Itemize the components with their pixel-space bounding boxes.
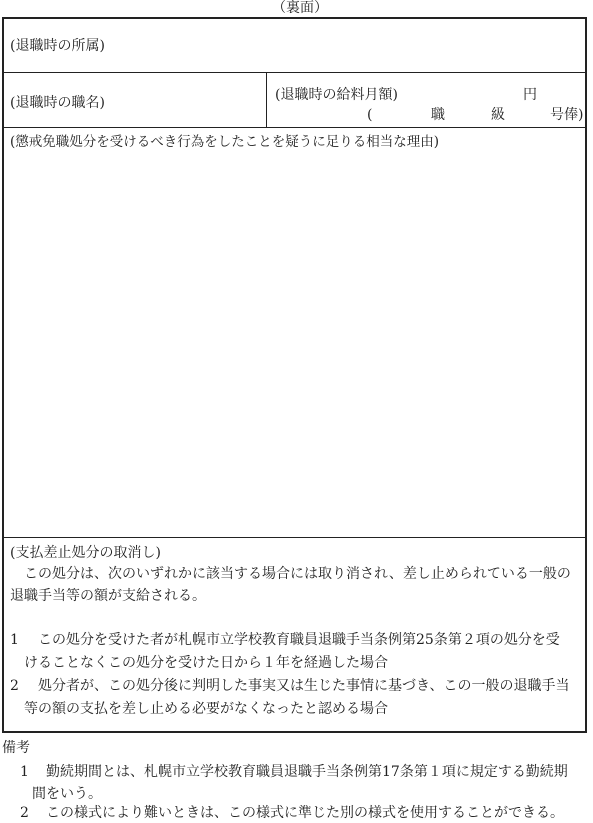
item2-line1: 処分者が、この処分後に判明した事実又は生じた事情に基づき、この一般の退職手当 bbox=[38, 678, 570, 694]
grade-open-paren: ( bbox=[367, 107, 373, 123]
item2-line2: 等の額の支払を差し止める必要がなくなったと認める場合 bbox=[24, 701, 388, 717]
grade-gohou: 号俸) bbox=[550, 107, 584, 123]
divider-dept bbox=[3, 72, 586, 73]
form-table bbox=[2, 17, 587, 733]
item2-number: 2 bbox=[10, 678, 19, 694]
divider-position bbox=[3, 127, 586, 128]
salary-label: (退職時の給料月額) bbox=[275, 87, 398, 103]
cancel-label: (支払差止処分の取消し) bbox=[10, 545, 161, 561]
note2-line1: この様式により難いときは、この様式に準じた別の様式を使用することができる。 bbox=[46, 805, 564, 821]
grade-kyu: 級 bbox=[491, 107, 505, 123]
item1-number: 1 bbox=[10, 632, 19, 648]
grade-shoku: 職 bbox=[431, 107, 445, 123]
item1-line2: けることなくこの処分を受けた日から１年を経過した場合 bbox=[24, 655, 388, 671]
position-label: (退職時の職名) bbox=[10, 95, 105, 111]
page-title: （裏面） bbox=[272, 0, 328, 16]
note1-line1: 勤続期間とは、札幌市立学校教育職員退職手当条例第17条第１項に規定する勤続期 bbox=[46, 764, 568, 780]
cancel-intro-line2: 退職手当等の額が支給される。 bbox=[10, 588, 206, 604]
salary-unit: 円 bbox=[523, 87, 537, 103]
divider-reason bbox=[3, 537, 586, 538]
cancel-intro-line1: この処分は、次のいずれかに該当する場合には取り消され、差し止められている一般の bbox=[24, 566, 571, 582]
note2-number: 2 bbox=[20, 805, 29, 821]
dept-label: (退職時の所属) bbox=[10, 38, 105, 54]
reason-label: (懲戒免職処分を受けるべき行為をしたことを疑うに足りる相当な理由) bbox=[10, 134, 440, 150]
item1-line1: この処分を受けた者が札幌市立学校教育職員退職手当条例第25条第２項の処分を受 bbox=[38, 632, 560, 648]
note1-line2: 間をいう。 bbox=[32, 786, 102, 802]
notes-heading: 備考 bbox=[2, 740, 30, 756]
divider-salary bbox=[266, 73, 267, 127]
note1-number: 1 bbox=[20, 764, 29, 780]
